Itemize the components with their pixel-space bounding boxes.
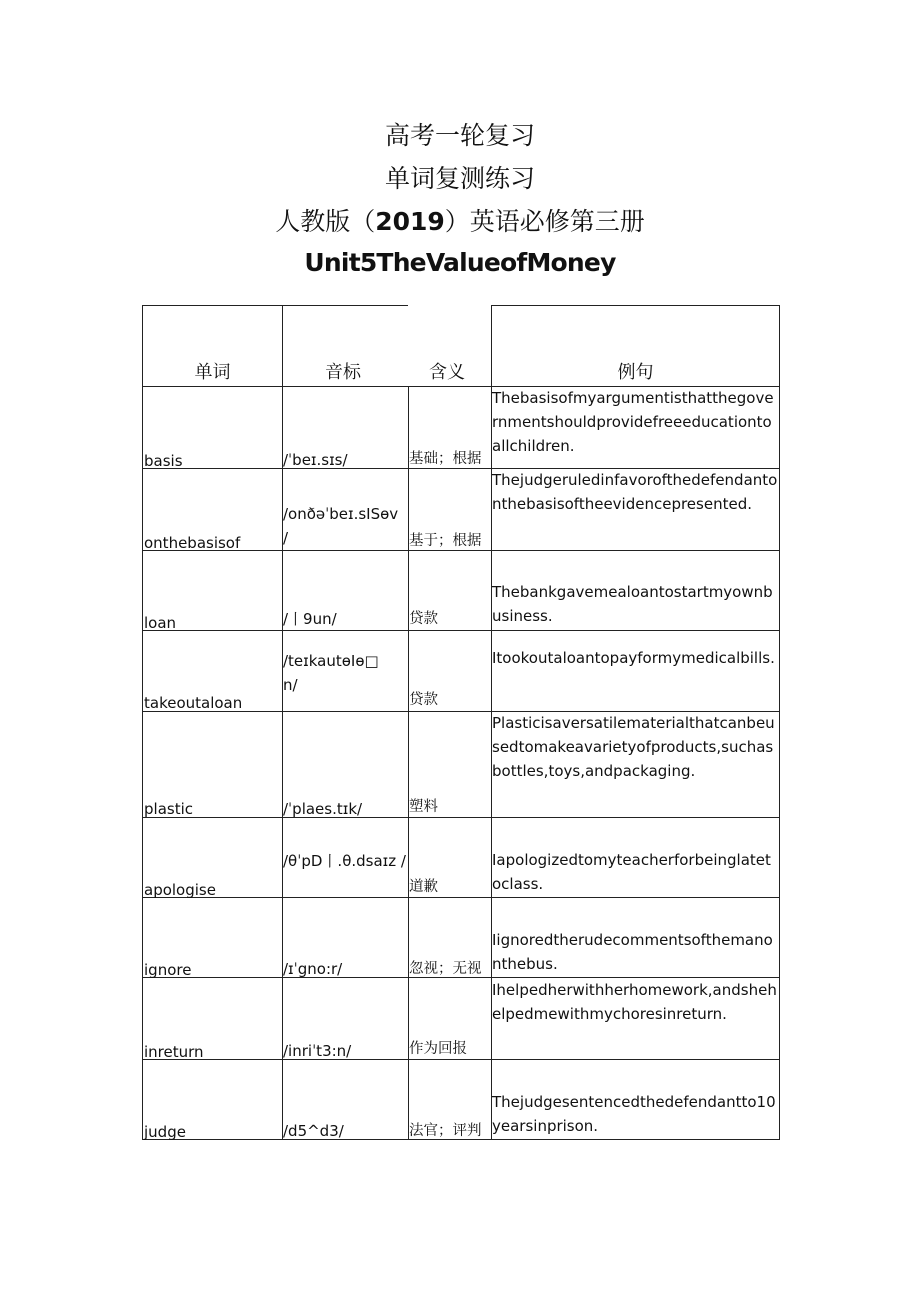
row-example: Ihelpedherwithherhomework,andshehelpedmewithmychoresinreturn. bbox=[492, 981, 777, 1023]
row-word: inreturn bbox=[144, 1043, 204, 1061]
row-phonetic: /ˈplaes.tɪk/ bbox=[283, 800, 363, 818]
row-meaning: 基于；根据 bbox=[409, 533, 482, 549]
row-meaning: 忽视；无视 bbox=[409, 961, 482, 977]
header-example: 例句 bbox=[617, 362, 654, 383]
row-phonetic: /teɪkautɵIɵ□n/ bbox=[283, 652, 379, 694]
row-phonetic: /θˈpD丨.θ.dsaɪz / bbox=[283, 852, 406, 870]
row-example: Thejudgeruledinfavorofthedefendantonthebasisoftheevidencepresented. bbox=[492, 471, 778, 513]
row-example: Iapologizedtomyteacherforbeinglatetoclass. bbox=[492, 851, 771, 893]
title-line-2: 单词复测练习 bbox=[384, 164, 535, 193]
row-example: Itookoutaloantopayformymedicalbills. bbox=[492, 649, 775, 667]
table-rule bbox=[491, 305, 780, 306]
unit-title: Unit5TheValueofMoney bbox=[304, 248, 616, 277]
row-meaning: 贷款 bbox=[409, 692, 438, 708]
row-phonetic: /丨9un/ bbox=[283, 610, 337, 628]
header-meaning: 含义 bbox=[429, 362, 465, 383]
header-word: 单词 bbox=[194, 362, 231, 383]
row-word: ignore bbox=[144, 961, 192, 979]
row-meaning: 塑料 bbox=[409, 799, 438, 815]
table-rule bbox=[779, 305, 780, 1140]
row-word: judge bbox=[144, 1123, 186, 1141]
title-line-3-prefix: 人教版（ bbox=[275, 207, 376, 236]
table-rule bbox=[142, 305, 143, 1140]
row-example: Thebankgavemealoantostartmyownbusiness. bbox=[492, 583, 773, 625]
row-word: loan bbox=[144, 614, 177, 632]
row-phonetic: /ɪˈgno:r/ bbox=[283, 960, 343, 978]
row-phonetic: /onðəˈbeɪ.sISɵv / bbox=[283, 505, 399, 547]
row-meaning: 贷款 bbox=[409, 611, 438, 627]
row-word: apologise bbox=[144, 881, 216, 899]
row-example: Plasticisaversatilematerialthatcanbeusedtomakeavarietyofproducts,suchasbottles,toys,andpackaging. bbox=[492, 714, 775, 780]
title-line-3-suffix: ）英语必修第三册 bbox=[444, 207, 645, 236]
header-phonetic: 音标 bbox=[325, 362, 361, 383]
title-line-3 bbox=[0, 207, 920, 237]
row-phonetic: /d5^d3/ bbox=[283, 1122, 344, 1140]
row-word: takeoutaloan bbox=[144, 694, 243, 712]
row-example: Thejudgesentencedthedefendantto10yearsinprison. bbox=[492, 1093, 776, 1135]
row-meaning: 法官；评判 bbox=[409, 1123, 482, 1139]
table-rule bbox=[408, 386, 409, 1140]
title-line-3-year: 2019 bbox=[375, 207, 445, 236]
row-word: basis bbox=[144, 452, 183, 470]
row-meaning: 道歉 bbox=[409, 879, 438, 895]
row-word: onthebasisof bbox=[144, 534, 241, 552]
row-phonetic: /ˈbeɪ.sɪs/ bbox=[283, 451, 348, 469]
table-rule bbox=[142, 305, 408, 306]
table-rule bbox=[282, 305, 283, 1140]
title-line-1: 高考一轮复习 bbox=[384, 121, 535, 150]
row-meaning: 作为回报 bbox=[409, 1041, 467, 1057]
row-example: Thebasisofmyargumentisthatthegovernmentshouldprovidefreeeducationtoallchildren. bbox=[492, 389, 774, 455]
row-phonetic: /inriˈt3:n/ bbox=[283, 1042, 352, 1060]
row-word: plastic bbox=[144, 800, 193, 818]
row-example: Iignoredtherudecommentsofthemanonthebus. bbox=[492, 931, 773, 973]
row-meaning: 基础；根据 bbox=[409, 451, 482, 467]
